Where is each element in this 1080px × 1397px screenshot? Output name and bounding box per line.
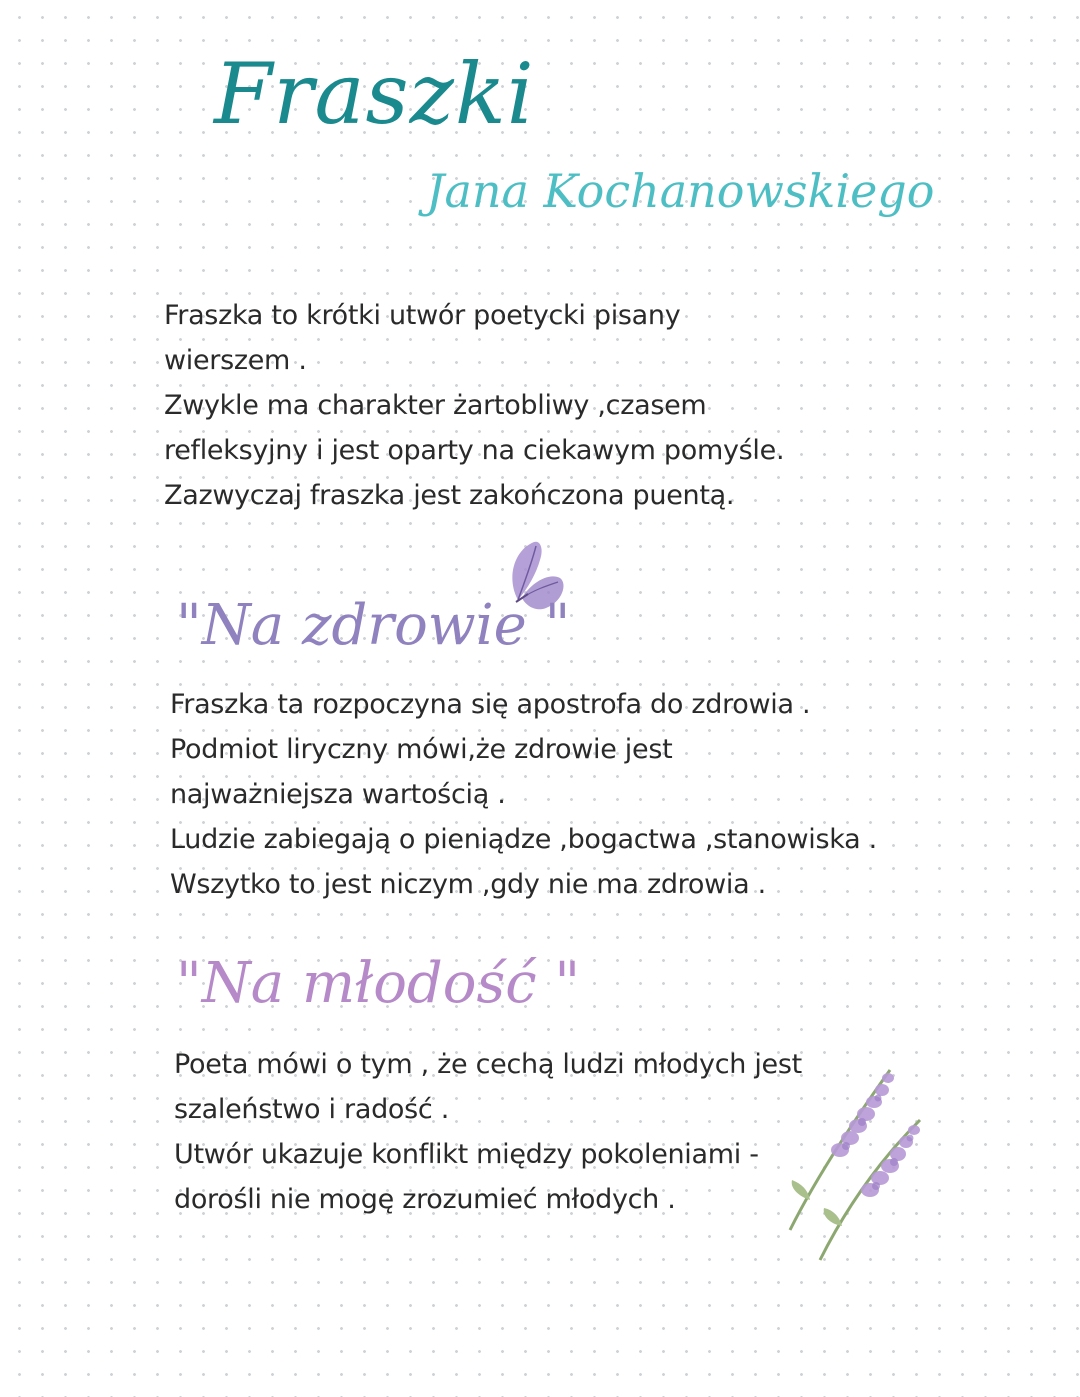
intro-paragraph <box>164 293 784 518</box>
section-line: Wszytko to jest niczym ,gdy nie ma zdrowia . <box>170 869 766 900</box>
section-line: najważniejsza wartością . <box>170 779 506 810</box>
section-line: Podmiot liryczny mówi,że zdrowie jest <box>170 734 673 765</box>
section-heading-na-mlodosc: "Na młodość " <box>176 951 581 1016</box>
page-subtitle: Jana Kochanowskiego <box>426 164 935 218</box>
section-heading-na-zdrowie: "Na zdrowie " <box>176 593 571 658</box>
section-paragraph-na-zdrowie <box>170 682 877 907</box>
section-line: Fraszka ta rozpoczyna się apostrofa do zdrowia . <box>170 689 811 720</box>
intro-line: Fraszka to krótki utwór poetycki pisany <box>164 300 681 331</box>
section-paragraph-na-mlodosc <box>174 1042 802 1222</box>
intro-line: Zazwyczaj fraszka jest zakończona puentą. <box>164 480 735 511</box>
section-line: szaleństwo i radość . <box>174 1094 450 1125</box>
section-line: Ludzie zabiegają o pieniądze ,bogactwa ,stanowiska . <box>170 824 877 855</box>
intro-line: Zwykle ma charakter żartobliwy ,czasem <box>164 390 707 421</box>
page-title: Fraszki <box>214 45 535 143</box>
intro-line: refleksyjny i jest oparty na ciekawym pomyśle. <box>164 435 785 466</box>
section-line: Utwór ukazuje konflikt między pokoleniami - <box>174 1139 759 1170</box>
lavender-sprig-icon <box>780 1050 940 1270</box>
section-line: dorośli nie mogę zrozumieć młodych . <box>174 1184 676 1215</box>
intro-line: wierszem . <box>164 345 307 376</box>
section-line: Poeta mówi o tym , że cechą ludzi młodych jest <box>174 1049 802 1080</box>
